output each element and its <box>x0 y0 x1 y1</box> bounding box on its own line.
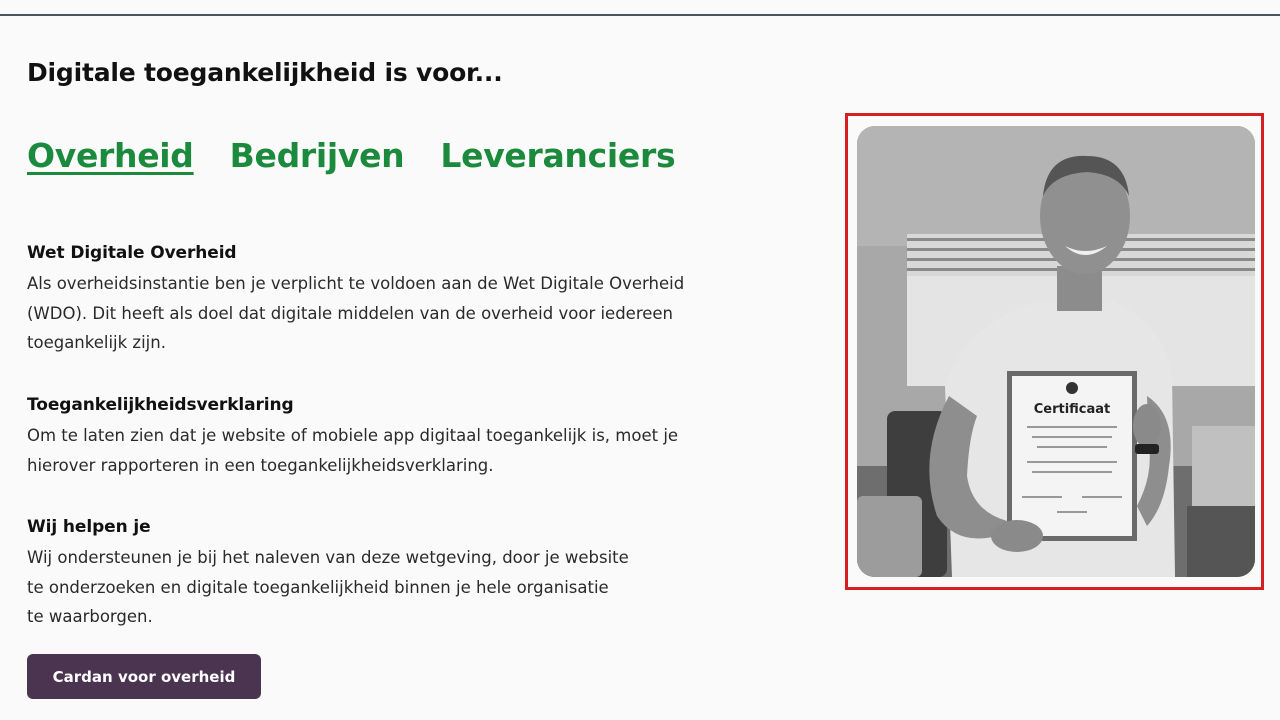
section-title: Wij helpen je <box>27 517 151 537</box>
certificate-photo <box>857 126 1255 577</box>
section-wdo <box>27 243 747 358</box>
audience-tabs <box>27 136 675 177</box>
section-wij-helpen <box>27 517 687 632</box>
page-heading: Digitale toegankelijkheid is voor... <box>27 58 503 87</box>
photo-highlight-frame <box>845 113 1264 590</box>
top-divider <box>0 14 1280 16</box>
section-line: hierover rapporteren in een toegankelijkheidsverklaring. <box>27 455 494 475</box>
section-title: Toegankelijkheidsverklaring <box>27 395 294 415</box>
section-line: te waarborgen. <box>27 607 153 626</box>
photo-illustration <box>857 126 1255 577</box>
section-verklaring <box>27 395 747 480</box>
tab-bedrijven[interactable]: Bedrijven <box>229 136 405 175</box>
certificate-title: Certificaat <box>1033 402 1111 417</box>
tab-leveranciers[interactable]: Leveranciers <box>440 136 676 175</box>
section-text <box>27 543 687 632</box>
cardan-overheid-button[interactable]: Cardan voor overheid <box>27 654 261 699</box>
section-line: toegankelijk zijn. <box>27 333 166 352</box>
section-text <box>27 269 747 358</box>
section-line: Als overheidsinstantie ben je verplicht te voldoen aan de Wet Digitale Overheid <box>27 274 685 293</box>
section-line: (WDO). Dit heeft als doel dat digitale middelen van de overheid voor iedereen <box>27 303 674 323</box>
section-line: Om te laten zien dat je website of mobiele app digitaal toegankelijk is, moet je <box>27 426 679 445</box>
section-title: Wet Digitale Overheid <box>27 243 237 263</box>
tab-overheid[interactable]: Overheid <box>27 136 194 175</box>
section-text <box>27 421 747 480</box>
section-line: Wij ondersteunen je bij het naleven van deze wetgeving, door je website <box>27 548 629 567</box>
section-line: te onderzoeken en digitale toegankelijkheid binnen je hele organisatie <box>27 577 609 597</box>
